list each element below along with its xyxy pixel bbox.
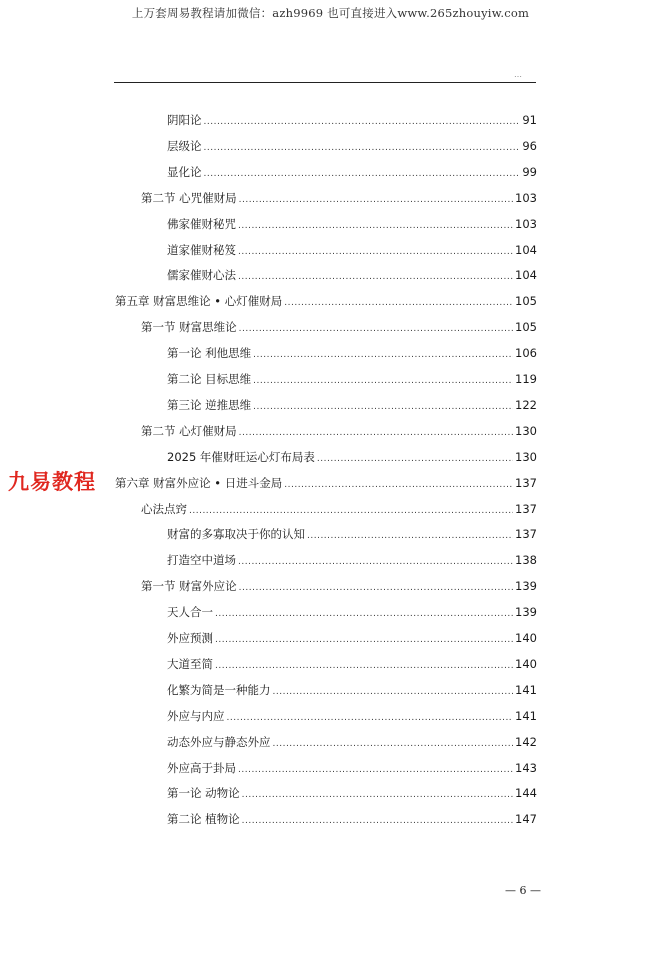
toc-entry-title: 第二节 心灯催财局	[141, 424, 237, 438]
toc-leader-dots	[253, 376, 513, 386]
toc-entry-page: 91	[522, 113, 537, 127]
toc-entry	[167, 139, 537, 153]
toc-entry	[167, 631, 537, 645]
toc-entry-title: 打造空中道场	[167, 553, 236, 567]
toc-entry	[167, 709, 537, 723]
toc-entry	[167, 735, 537, 749]
toc-entry	[167, 553, 537, 567]
toc-leader-dots	[273, 739, 514, 749]
toc-leader-dots	[189, 506, 513, 516]
toc-entry-page: 103	[515, 217, 537, 231]
toc-entry-title: 2025 年催财旺运心灯布局表	[167, 450, 315, 464]
toc-entry-title: 第二论 目标思维	[167, 372, 252, 386]
toc-entry-title: 第二论 植物论	[167, 812, 240, 826]
toc-entry-page: 137	[515, 502, 537, 516]
toc-entry-page: 106	[515, 346, 537, 360]
toc-entry-title: 第二节 心咒催财局	[141, 191, 237, 205]
toc-entry	[167, 450, 537, 464]
toc-leader-dots	[204, 117, 521, 127]
toc-leader-dots	[238, 221, 513, 231]
toc-entry-page: 99	[522, 165, 537, 179]
toc-entry-page: 141	[515, 709, 537, 723]
toc-entry-page: 147	[515, 812, 537, 826]
toc-entry	[115, 476, 537, 490]
toc-entry-page: 130	[515, 450, 537, 464]
toc-entry-page: 140	[515, 657, 537, 671]
toc-leader-dots	[307, 531, 513, 541]
toc-entry-title: 外应高于卦局	[167, 761, 236, 775]
toc-entry-title: 第一节 财富外应论	[141, 579, 237, 593]
toc-entry	[167, 786, 537, 800]
toc-leader-dots	[204, 143, 521, 153]
toc-leader-dots	[242, 816, 513, 826]
toc-entry-page: 122	[515, 398, 537, 412]
toc-entry-title: 第三论 逆推思维	[167, 398, 252, 412]
toc-entry	[167, 113, 537, 127]
toc-entry	[167, 683, 537, 697]
toc-entry-title: 第一论 动物论	[167, 786, 240, 800]
toc-entry-title: 佛家催财秘咒	[167, 217, 236, 231]
watermark-logo: 九易教程	[8, 466, 96, 496]
toc-entry-page: 119	[515, 372, 537, 386]
toc-entry	[167, 761, 537, 775]
toc-entry	[167, 268, 537, 282]
toc-entry	[167, 243, 537, 257]
toc-entry-title: 第五章 财富思维论 • 心灯催财局	[115, 294, 283, 308]
toc-leader-dots	[227, 713, 514, 723]
toc-entry-title: 层级论	[167, 139, 202, 153]
page-number: — 6 —	[505, 884, 541, 897]
toc-entry-title: 显化论	[167, 165, 202, 179]
toc-leader-dots	[238, 765, 513, 775]
toc-entry-title: 化繁为简是一种能力	[167, 683, 271, 697]
toc-entry	[167, 657, 537, 671]
toc-entry-page: 142	[515, 735, 537, 749]
toc-entry-page: 137	[515, 476, 537, 490]
toc-leader-dots	[284, 480, 513, 490]
toc-entry-title: 动态外应与静态外应	[167, 735, 271, 749]
toc-entry	[167, 527, 537, 541]
toc-entry-page: 105	[515, 320, 537, 334]
top-banner: 上万套周易教程请加微信：azh9969 也可直接进入www.265zhouyiw.com	[131, 6, 530, 20]
toc-entry-title: 儒家催财心法	[167, 268, 236, 282]
toc-entry-title: 心法点窍	[141, 502, 187, 516]
toc-entry-title: 第一节 财富思维论	[141, 320, 237, 334]
toc-entry-page: 103	[515, 191, 537, 205]
toc-entry-page: 139	[515, 605, 537, 619]
toc-leader-dots	[253, 402, 513, 412]
toc-leader-dots	[239, 583, 513, 593]
toc-entry-page: 143	[515, 761, 537, 775]
toc-entry-title: 道家催财秘笈	[167, 243, 236, 257]
toc-entry	[167, 165, 537, 179]
toc-leader-dots	[239, 324, 513, 334]
toc-entry	[141, 579, 537, 593]
toc-entry	[167, 217, 537, 231]
toc-entry-page: 105	[515, 294, 537, 308]
toc-entry	[167, 812, 537, 826]
toc-entry	[141, 320, 537, 334]
toc-leader-dots	[215, 609, 513, 619]
toc-entry	[141, 424, 537, 438]
toc-entry-page: 104	[515, 268, 537, 282]
toc-entry	[115, 294, 537, 308]
toc-entry-title: 天人合一	[167, 605, 213, 619]
toc-leader-dots	[239, 428, 513, 438]
toc-entry	[167, 398, 537, 412]
toc-entry-page: 140	[515, 631, 537, 645]
toc-entry-page: 141	[515, 683, 537, 697]
toc-leader-dots	[253, 350, 513, 360]
toc-entry	[167, 346, 537, 360]
header-mark: …	[514, 70, 522, 79]
toc-entry	[141, 191, 537, 205]
toc-entry-page: 144	[515, 786, 537, 800]
toc-entry-page: 104	[515, 243, 537, 257]
toc-leader-dots	[238, 247, 513, 257]
toc-leader-dots	[204, 169, 521, 179]
toc-entry-page: 139	[515, 579, 537, 593]
toc-entry-page: 96	[522, 139, 537, 153]
toc-entry	[167, 605, 537, 619]
toc-leader-dots	[239, 195, 513, 205]
toc-entry-title: 大道至简	[167, 657, 213, 671]
toc-entry-title: 第六章 财富外应论 • 日进斗金局	[115, 476, 283, 490]
toc-leader-dots	[238, 557, 513, 567]
toc-entry-title: 外应预测	[167, 631, 213, 645]
toc-entry-title: 阴阳论	[167, 113, 202, 127]
toc-entry	[141, 502, 537, 516]
toc-entry-title: 第一论 利他思维	[167, 346, 252, 360]
toc-leader-dots	[242, 790, 513, 800]
toc-leader-dots	[273, 687, 514, 697]
toc-entry-title: 外应与内应	[167, 709, 225, 723]
toc-leader-dots	[215, 635, 513, 645]
toc-entry	[167, 372, 537, 386]
toc-leader-dots	[284, 298, 513, 308]
toc-entry-page: 130	[515, 424, 537, 438]
toc-entry-page: 137	[515, 527, 537, 541]
toc-leader-dots	[238, 272, 513, 282]
toc-entry-title: 财富的多寡取决于你的认知	[167, 527, 305, 541]
toc-leader-dots	[215, 661, 513, 671]
toc-leader-dots	[317, 454, 513, 464]
toc-entry-page: 138	[515, 553, 537, 567]
